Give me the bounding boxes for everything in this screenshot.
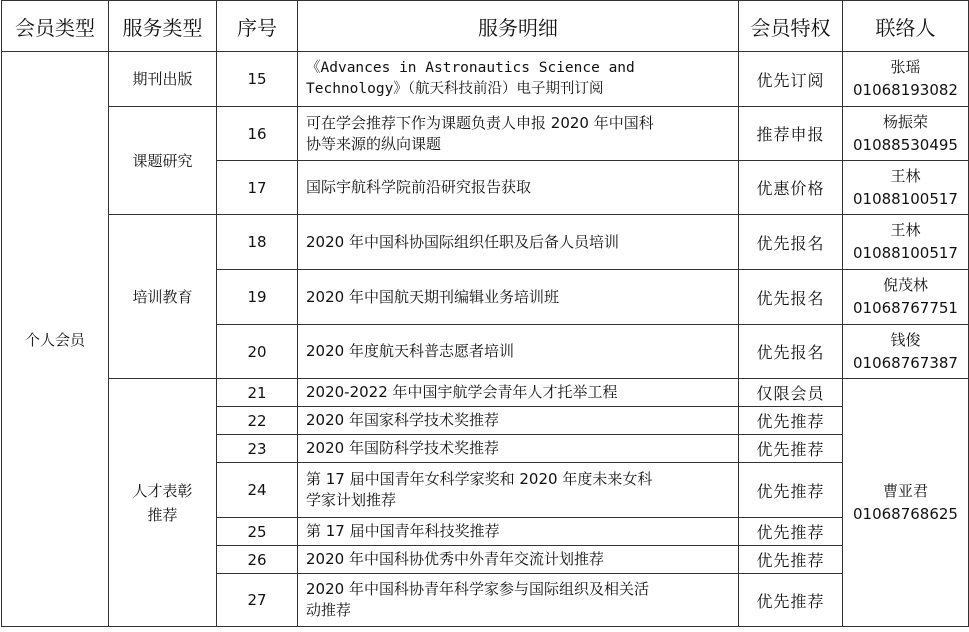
privilege-cell: 优先订阅 (739, 52, 843, 107)
seq-cell: 16 (217, 107, 298, 161)
detail-cell: 2020 年中国科协国际组织任职及后备人员培训 (298, 215, 739, 270)
contact-phone: 01068193082 (853, 81, 958, 99)
seq-cell: 19 (217, 270, 298, 325)
contact-cell (843, 107, 969, 161)
detail-cell: 2020 年国家科学技术奖推荐 (298, 407, 739, 435)
contact-name: 钱俊 (890, 330, 921, 349)
header-contact: 联络人 (843, 1, 969, 52)
seq-cell: 25 (217, 518, 298, 546)
service-type-research: 课题研究 (109, 107, 217, 215)
contact-phone: 01088530495 (853, 135, 958, 154)
contact-cell (843, 379, 969, 627)
service-type-journal: 期刊出版 (109, 52, 217, 107)
table-row (2, 379, 969, 407)
detail-cell (298, 107, 739, 161)
seq-cell: 22 (217, 407, 298, 435)
detail-cell: 第 17 届中国青年科技奖推荐 (298, 518, 739, 546)
privilege-cell: 优先推荐 (739, 546, 843, 574)
contact-phone: 01088100517 (853, 189, 958, 208)
detail-cell: 2020 年度航天科普志愿者培训 (298, 325, 739, 379)
contact-phone: 01088100517 (853, 244, 958, 262)
contact-phone: 01068768625 (853, 504, 958, 523)
detail-line: 第 17 届中国青年女科学家奖和 2020 年度未来女科 (306, 470, 653, 488)
detail-cell: 2020 年国防科学技术奖推荐 (298, 435, 739, 463)
member-type-cell: 个人会员 (2, 52, 109, 627)
seq-cell: 18 (217, 215, 298, 270)
privilege-cell: 仅限会员 (739, 379, 843, 407)
contact-cell (843, 325, 969, 379)
service-type-talent (109, 379, 217, 627)
privilege-cell: 优先推荐 (739, 574, 843, 627)
contact-cell (843, 161, 969, 215)
service-type-line: 推荐 (147, 505, 178, 524)
detail-cell: 2020-2022 年中国宇航学会青年人才托举工程 (298, 379, 739, 407)
contact-cell (843, 270, 969, 325)
contact-phone: 01068767751 (853, 299, 958, 317)
seq-cell: 21 (217, 379, 298, 407)
service-type-line: 人才表彰 (132, 481, 193, 500)
contact-name: 王林 (890, 221, 921, 239)
header-detail: 服务明细 (298, 1, 739, 52)
header-row (2, 1, 969, 52)
header-privilege: 会员特权 (739, 1, 843, 52)
table-row (2, 107, 969, 161)
service-type-training: 培训教育 (109, 215, 217, 379)
privilege-cell: 优惠价格 (739, 161, 843, 215)
seq-cell: 20 (217, 325, 298, 379)
contact-phone: 01068767387 (853, 353, 958, 372)
privilege-cell: 推荐申报 (739, 107, 843, 161)
seq-cell: 15 (217, 52, 298, 107)
detail-cell: 2020 年中国科协优秀中外青年交流计划推荐 (298, 546, 739, 574)
contact-name: 王林 (890, 166, 921, 185)
detail-line: 协等来源的纵向课题 (306, 134, 442, 153)
privilege-cell: 优先推荐 (739, 518, 843, 546)
detail-line: 可在学会推荐下作为课题负责人申报 2020 年中国科 (306, 113, 654, 132)
detail-line: Technology》（航天科技前沿）电子期刊订阅 (306, 81, 604, 97)
detail-cell: 国际宇航科学院前沿研究报告获取 (298, 161, 739, 215)
contact-name: 张瑶 (890, 58, 921, 76)
detail-cell: 2020 年中国航天期刊编辑业务培训班 (298, 270, 739, 325)
contact-cell (843, 52, 969, 107)
seq-cell: 26 (217, 546, 298, 574)
detail-line: 2020 年中国科协青年科学家参与国际组织及相关活 (306, 580, 649, 598)
header-service-type: 服务类型 (109, 1, 217, 52)
seq-cell: 24 (217, 463, 298, 518)
privilege-cell: 优先报名 (739, 270, 843, 325)
privilege-cell: 优先报名 (739, 215, 843, 270)
detail-cell (298, 52, 739, 107)
detail-cell (298, 574, 739, 627)
seq-cell: 17 (217, 161, 298, 215)
contact-name: 倪茂林 (882, 276, 928, 294)
detail-line: 《Advances in Astronautics Science and (306, 60, 635, 76)
privilege-cell: 优先推荐 (739, 435, 843, 463)
seq-cell: 27 (217, 574, 298, 627)
table-row (2, 52, 969, 107)
privilege-cell: 优先推荐 (739, 463, 843, 518)
privilege-cell: 优先报名 (739, 325, 843, 379)
detail-line: 学家计划推荐 (306, 491, 397, 509)
contact-name: 杨振荣 (882, 112, 928, 131)
member-services-table (1, 0, 969, 627)
contact-cell (843, 215, 969, 270)
header-member-type: 会员类型 (2, 1, 109, 52)
seq-cell: 23 (217, 435, 298, 463)
table-row (2, 215, 969, 270)
privilege-cell: 优先推荐 (739, 407, 843, 435)
contact-name: 曹亚君 (882, 481, 928, 500)
header-seq: 序号 (217, 1, 298, 52)
detail-cell (298, 463, 739, 518)
detail-line: 动推荐 (306, 601, 352, 619)
